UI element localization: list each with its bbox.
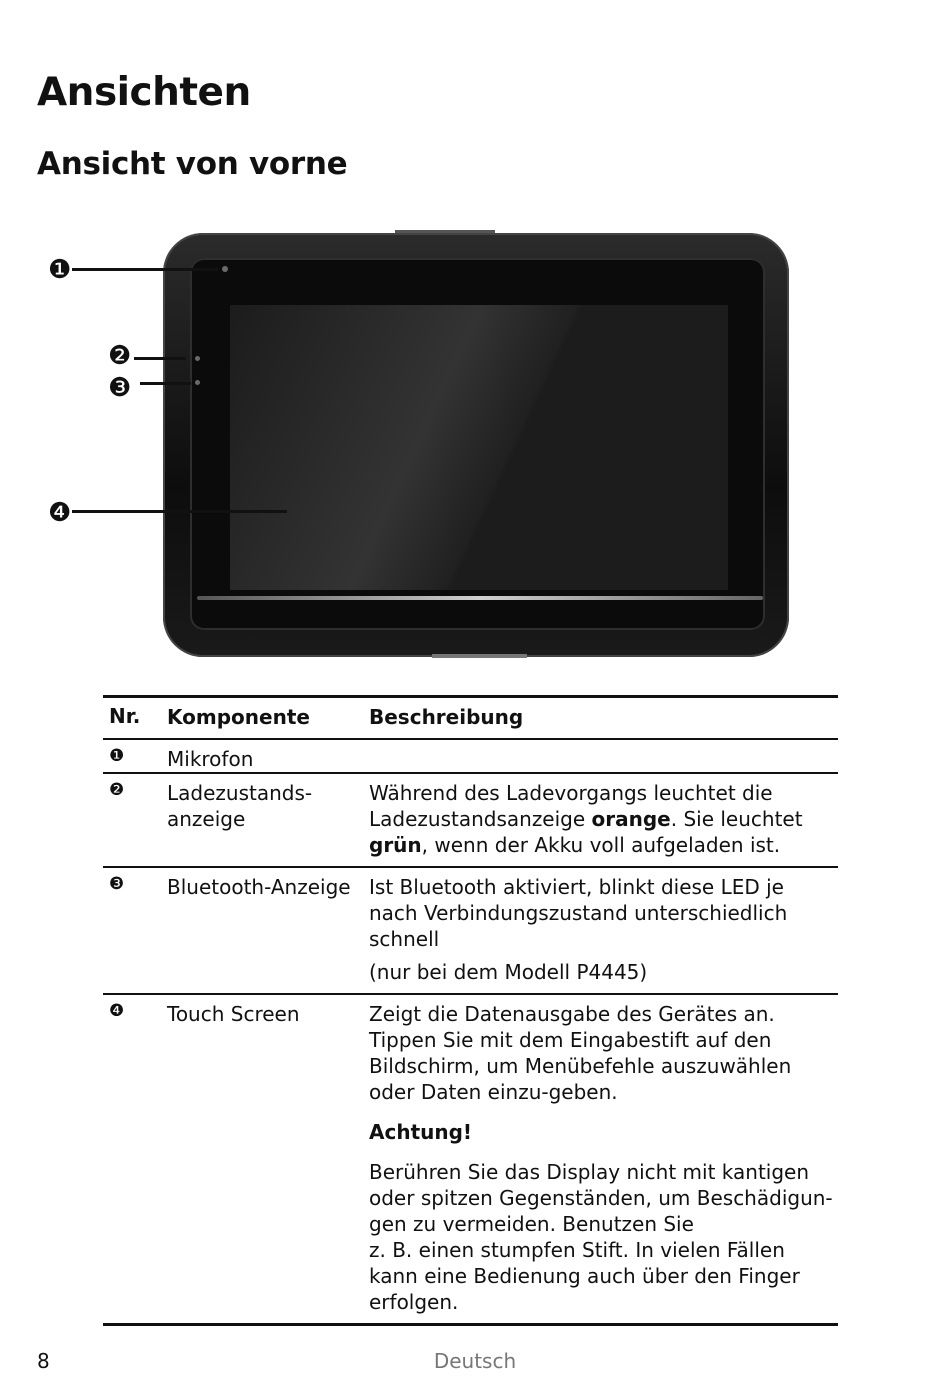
microphone-hole — [222, 266, 228, 272]
row-description — [369, 995, 838, 1323]
row-number: ❸ — [109, 874, 125, 894]
page-title: Ansichten — [37, 70, 251, 115]
screen-glare — [230, 305, 728, 590]
header-component: Komponente — [167, 705, 310, 729]
marker-2: ❷ — [108, 341, 132, 371]
marker-1: ❶ — [48, 255, 72, 285]
row-component-line: anzeige — [167, 807, 246, 831]
row-description-text: Ist Bluetooth aktiviert, blinkt diese LED je nach Verbindungszustand unterschiedlich schnell — [369, 875, 788, 951]
row-number: ❹ — [109, 1001, 125, 1021]
row-component-line: Ladezustands- — [167, 781, 313, 805]
components-table — [103, 695, 838, 1326]
table-row — [103, 772, 838, 866]
header-nr: Nr. — [109, 704, 141, 728]
row-description-note: (nur bei dem Modell P4445) — [369, 960, 648, 984]
section-title: Ansicht von vorne — [37, 146, 348, 182]
warning-text-cont: z. B. einen stumpfen Stift. In vielen Fällen kann eine Bedienung auch über den Finger erfolgen. — [369, 1238, 800, 1314]
table-row — [103, 738, 838, 772]
row-component: Touch Screen — [167, 1002, 300, 1026]
warning-text: Berühren Sie das Display nicht mit kantigen oder spitzen Gegenständen, um Beschädigun-gen zu vermeiden. Benutzen Sie — [369, 1160, 833, 1236]
leader-line-4 — [72, 510, 287, 513]
header-description: Beschreibung — [369, 705, 524, 729]
device-bottom-edge — [432, 654, 527, 658]
table-row — [103, 993, 838, 1326]
warning-title-text: Achtung! — [369, 1120, 473, 1144]
row-description — [369, 740, 838, 772]
device-chrome-strip — [197, 596, 763, 600]
leader-line-2 — [134, 357, 186, 360]
desc-highlight-green: grün — [369, 833, 422, 857]
desc-text: , wenn der Akku voll aufgeladen ist. — [421, 833, 781, 857]
table-row — [103, 866, 838, 993]
table-header-row — [103, 695, 838, 738]
device-front-figure — [40, 225, 810, 665]
device-top-edge — [395, 230, 495, 233]
device-screen — [230, 305, 728, 590]
row-number: ❶ — [109, 746, 125, 766]
leader-line-1 — [72, 268, 218, 271]
charge-led — [195, 356, 200, 361]
footer-language: Deutsch — [433, 1349, 517, 1373]
desc-text: Während des Ladevorgangs leuchtet die Ladezustandsanzeige — [369, 781, 773, 831]
marker-3: ❸ — [108, 373, 132, 403]
row-description — [369, 868, 838, 993]
row-description — [369, 774, 838, 866]
desc-highlight-orange: orange — [591, 807, 671, 831]
row-description-text: Zeigt die Datenausgabe des Gerätes an. Tippen Sie mit dem Eingabestift auf den Bildschirm, um Menübefehle auszuwählen oder Daten einzu-geben. — [369, 1002, 792, 1104]
leader-line-3 — [140, 382, 191, 385]
bluetooth-led — [195, 380, 200, 385]
row-component — [163, 774, 369, 866]
row-component: Mikrofon — [167, 747, 254, 771]
page-number: 8 — [37, 1349, 50, 1373]
row-component: Bluetooth-Anzeige — [167, 875, 351, 899]
row-description-text — [369, 780, 838, 858]
row-number: ❷ — [109, 780, 125, 800]
desc-text: . Sie leuchtet — [670, 807, 803, 831]
warning-title — [369, 1119, 838, 1145]
marker-4: ❹ — [48, 498, 72, 528]
